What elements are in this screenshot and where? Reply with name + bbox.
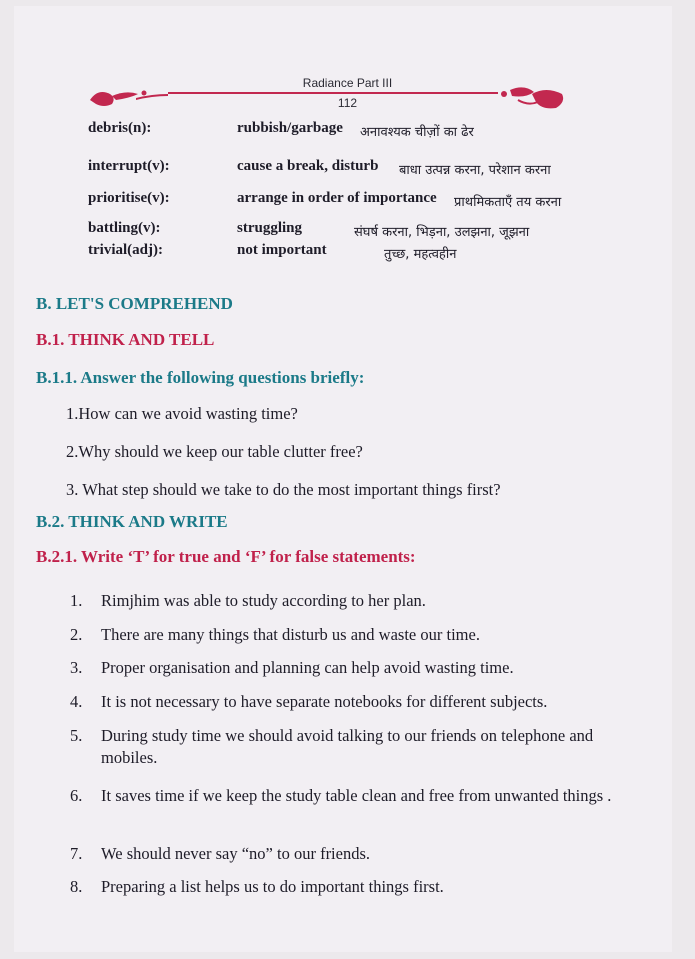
question-item: 3. What step should we take to do the most important things first? <box>66 480 501 499</box>
exercise-heading: B.2.1. Write ‘T’ for true and ‘F’ for false statements: <box>36 547 416 566</box>
subsection-heading: B.2. THINK AND WRITE <box>36 512 228 531</box>
statement-text: It is not necessary to have separate notebooks for different subjects. <box>101 692 548 711</box>
left-flourish-ornament <box>86 84 170 110</box>
question-item: 2.Why should we keep our table clutter free? <box>66 442 363 461</box>
vocab-term: prioritise(v): <box>88 190 170 206</box>
statement-number: 4. <box>70 692 83 711</box>
statement-text: Preparing a list helps us to do important things first. <box>101 877 444 896</box>
statement-number: 6. <box>70 786 83 805</box>
vocab-meaning: struggling <box>237 220 303 236</box>
vocab-meaning: cause a break, disturb <box>237 158 379 174</box>
right-flourish-ornament <box>478 84 568 112</box>
vocab-hindi: तुच्छ, महत्वहीन <box>384 247 457 262</box>
vocab-term: interrupt(v): <box>88 158 170 174</box>
vocab-term: trivial(adj): <box>88 242 163 258</box>
vocab-meaning: arrange in order of importance <box>237 190 437 206</box>
statement-text: Rimjhim was able to study according to her plan. <box>101 591 426 610</box>
subsection-heading: B.1. THINK AND TELL <box>36 330 215 349</box>
question-item: 1.How can we avoid wasting time? <box>66 404 298 423</box>
vocab-hindi: अनावश्यक चीज़ों का ढेर <box>360 125 474 140</box>
statement-number: 2. <box>70 625 83 644</box>
statement-text: Proper organisation and planning can help avoid wasting time. <box>101 658 514 677</box>
header-rule <box>168 92 478 94</box>
statement-number: 7. <box>70 844 83 863</box>
vocab-hindi: बाधा उत्पन्न करना, परेशान करना <box>399 163 551 178</box>
statement-text: It saves time if we keep the study table clean and free from unwanted things . <box>101 786 612 805</box>
statement-number: 8. <box>70 877 83 896</box>
page-number: 112 <box>337 96 358 110</box>
book-title: Radiance Part III <box>302 76 393 90</box>
vocab-meaning: not important <box>237 242 327 258</box>
statement-text: During study time we should avoid talking to our friends on telephone and mobiles. <box>101 726 594 767</box>
vocab-meaning: rubbish/garbage <box>237 120 343 136</box>
vocab-hindi: प्राथमिकताएँ तय करना <box>454 195 562 210</box>
statement-text: There are many things that disturb us and waste our time. <box>101 625 480 644</box>
vocab-hindi: संघर्ष करना, भिड़ना, उलझना, जूझना <box>354 225 530 240</box>
vocab-term: debris(n): <box>88 120 152 136</box>
exercise-heading: B.1.1. Answer the following questions briefly: <box>36 368 365 387</box>
page-sheet <box>14 6 672 952</box>
section-heading: B. LET'S COMPREHEND <box>36 294 233 313</box>
statement-number: 3. <box>70 658 83 677</box>
statement-number: 5. <box>70 726 83 745</box>
statement-number: 1. <box>70 591 83 610</box>
vocab-term: battling(v): <box>88 220 161 236</box>
statement-text: We should never say “no” to our friends. <box>101 844 371 863</box>
